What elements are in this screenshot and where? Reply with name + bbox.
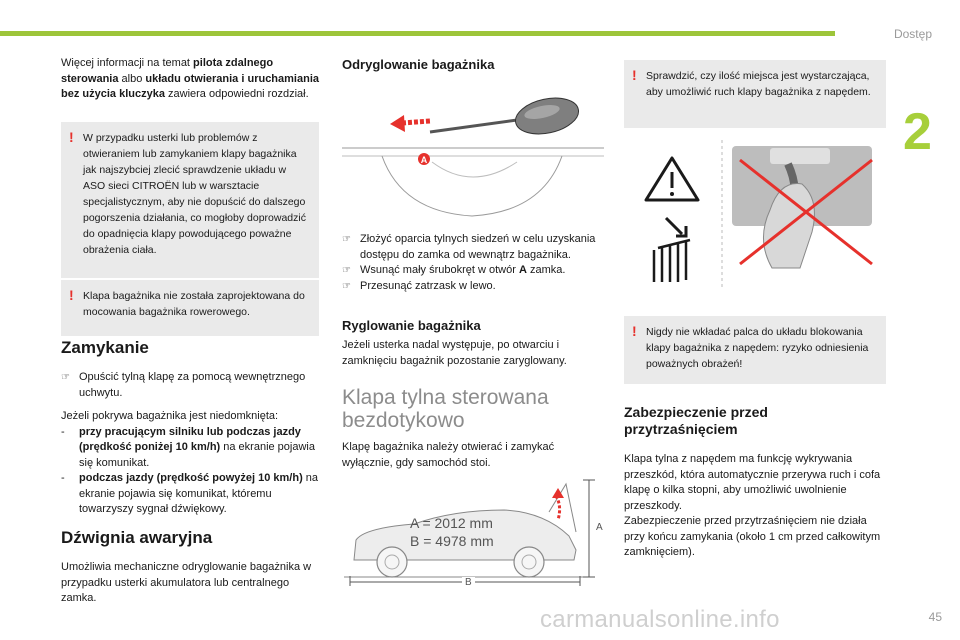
warning-box-malfunction (61, 122, 319, 278)
intro-bold-2: układu otwierania i uruchamiania bez użycia kluczyka (61, 72, 319, 100)
pinch-text-1: Klapa tylna z napędem ma funkcję wykrywania przeszkód, która automatycznie przerywa ruch i cofa klapę o kilka stopni, aby umożliwić uwolnienie przeszkody. (624, 453, 881, 512)
unlock-step-2 (342, 263, 604, 279)
closing-bullet-text: Opuścić tylną klapę za pomocą wewnętrznego uchwytu. (79, 371, 306, 399)
warning-icon: ! (632, 67, 637, 83)
pointer-icon: ☞ (61, 372, 70, 383)
warning-icon: ! (632, 323, 637, 339)
handsfree-body (342, 440, 604, 471)
hole-a-label: A (420, 155, 428, 165)
closing-dash-item-2: - podczas jazdy (prędkość powyżej 10 km/h) na ekranie pojawia się komunikat, któremu towarzyszy sygnał dźwiękowy. (61, 472, 319, 515)
handsfree-title: Klapa tylna sterowana bezdotykowo (342, 386, 549, 432)
unlock-step-1 (342, 232, 604, 263)
unlock-step-3-text: Przesunąć zatrzask w lewo. (360, 279, 496, 292)
dash-2-bold: podczas jazdy (prędkość powyżej 10 km/h) (79, 472, 303, 484)
lock-title: Ryglowanie bagażnika (342, 318, 481, 333)
intro-bold-1: pilota zdalnego sterowania (61, 57, 274, 85)
lever-title: Dźwignia awaryjna (61, 528, 213, 547)
warning-box-fingers (624, 316, 886, 384)
closing-dash-item-1: - przy pracującym silniku lub podczas jazdy (prędkość poniżej 10 km/h) na ekranie pojawia się komunikat. (61, 425, 315, 469)
intro-text-3: zawiera odpowiedni rozdział. (164, 88, 309, 100)
lock-text: Jeżeli usterka nadal występuje, po otwarciu i zamknięciu bagażnik pozostanie zaryglowany. (342, 339, 567, 367)
warning-text: Sprawdzić, czy ilość miejsca jest wystarczająca, aby umożliwić ruch klapy bagażnika z napędem. (646, 70, 871, 98)
pinch-hazard-figure (640, 140, 880, 290)
dash-1-bold: przy pracującym silniku lub podczas jazdy (prędkość poniżej 10 km/h) (79, 425, 301, 453)
closing-heading (61, 338, 149, 358)
unlock-heading (342, 57, 494, 72)
unlock-step-2-text-c: zamka. (526, 264, 566, 276)
watermark: carmanualsonline.info (540, 606, 780, 633)
warning-text: Nigdy nie wkładać palca do układu blokowania klapy bagażnika z napędem: ryzyko odniesienia poważnych obrażeń! (646, 326, 869, 370)
intro-text-2: albo (118, 72, 146, 85)
warning-text: Klapa bagażnika nie została zaprojektowana do mocowania bagażnika rowerowego. (83, 290, 305, 318)
dimension-b-value: B = 4978 mm (410, 533, 494, 549)
lever-body (61, 560, 321, 607)
unlock-step-1-text: Złożyć oparcia tylnych siedzeń w celu uzyskania dostępu do zamka od wewnątrz bagażnika. (360, 233, 596, 261)
closing-title: Zamykanie (61, 338, 149, 357)
warning-icon: ! (69, 287, 74, 303)
closing-bullet (61, 370, 319, 401)
warning-box-space (624, 60, 886, 128)
pinch-hazard-illustration (640, 140, 880, 290)
pointer-icon: ☞ (342, 265, 351, 276)
unlock-title: Odryglowanie bagażnika (342, 57, 495, 72)
chapter-number: 2 (903, 103, 932, 161)
unlock-steps (342, 232, 604, 294)
dash-2-text: na ekranie pojawia się komunikat, któremu towarzyszy sygnał dźwiękowy. (79, 472, 319, 515)
warning-box-bike-rack (61, 280, 319, 336)
pointer-icon: ☞ (342, 280, 351, 292)
screwdriver-illustration (342, 82, 604, 222)
unlock-step-2-text-a: Wsunąć mały śrubokręt w otwór (360, 264, 519, 276)
dash-1-text: na ekranie pojawia się komunikat. (79, 441, 315, 469)
page-number: 45 (928, 610, 942, 624)
section-name: Dostęp (893, 27, 932, 41)
warning-text: W przypadku usterki lub problemów z otwieraniem lub zamykaniem klapy bagażnika jak najszybciej zlecić sprawdzenie układu w ASO sieci CITROËN lub w warsztacie specjalistycznym, aby nie dopuścić do dalszego pogorszenia działania, co mogłoby doprowadzić do opadnięcia klapy powodującego poważne obrażenia ciała. (83, 132, 306, 256)
unlock-step-2-hole: A (518, 264, 527, 276)
handsfree-heading (342, 386, 604, 432)
warning-icon: ! (69, 129, 74, 145)
closing-lead: Jeżeli pokrywa bagażnika jest niedomknięta: (61, 410, 279, 422)
dimension-b-label: B (462, 577, 475, 588)
dimension-a-value: A = 2012 mm (410, 515, 493, 531)
pointer-icon: ☞ (342, 234, 351, 245)
handsfree-text: Klapę bagażnika należy otwierać i zamykać wyłącznie, gdy samochód stoi. (342, 441, 555, 469)
lock-heading (342, 318, 481, 333)
header-accent-bar (0, 31, 835, 36)
pinch-body (624, 452, 886, 561)
pinch-text-2: Zabezpieczenie przed przytrzaśnięciem nie działa przy końcu zamykania (około 1 cm przed całkowitym zamknięciem). (624, 515, 881, 558)
car-dimensions-figure (344, 476, 606, 592)
dimension-legend (410, 514, 494, 550)
lock-body (342, 338, 608, 369)
screwdriver-figure (342, 82, 604, 222)
lever-text: Umożliwia mechaniczne odryglowanie bagażnika w przypadku usterki akumulatora lub centralnego zamka. (61, 561, 312, 604)
pinch-heading (624, 404, 864, 438)
unlock-step-3 (342, 279, 604, 295)
lever-heading (61, 528, 212, 548)
dimension-a-label: A (596, 522, 603, 533)
pinch-title: Zabezpieczenie przed przytrzaśnięciem (624, 404, 768, 437)
closing-body (61, 370, 319, 518)
intro-paragraph (61, 56, 319, 103)
intro-text-1: Więcej informacji na temat (61, 57, 194, 69)
